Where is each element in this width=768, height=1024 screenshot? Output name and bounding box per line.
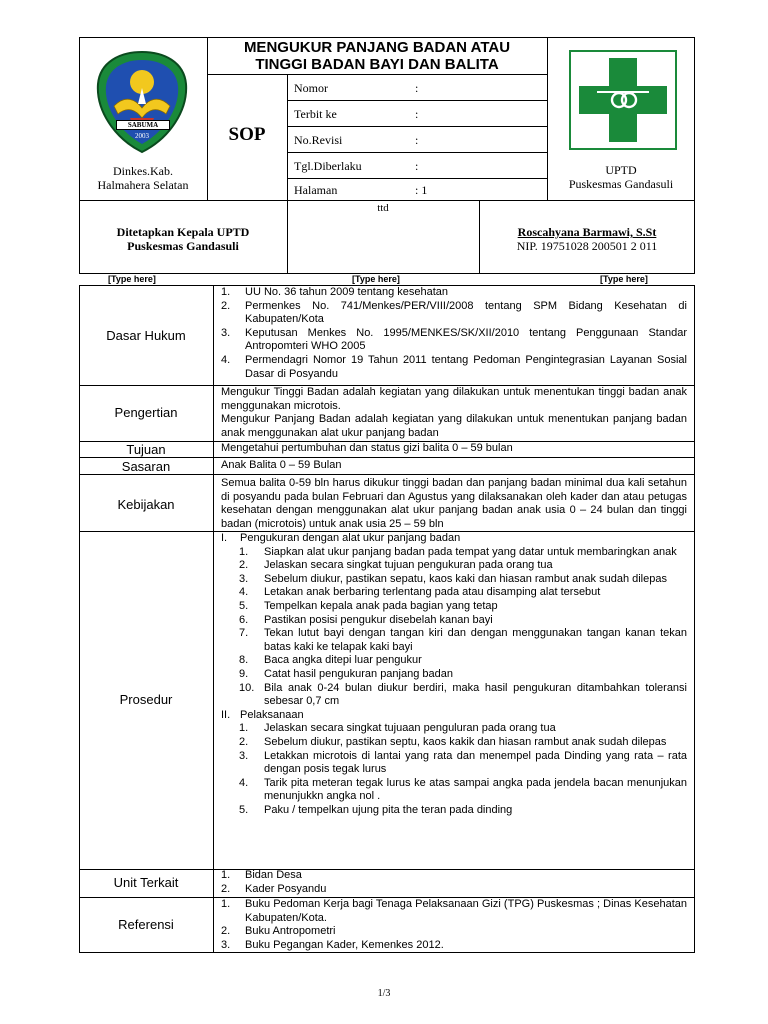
label-referensi: Referensi (118, 917, 174, 932)
list-item: 2. Jelaskan secara singkat tujuan pengukuran pada orang tua (239, 559, 553, 572)
page-number: 1/3 (377, 988, 391, 999)
info-value-revisi: : (415, 133, 419, 147)
label-dasar-hukum: Dasar Hukum (106, 328, 186, 343)
info-value-halaman: : 1 (415, 183, 428, 197)
puskesmas-logo (569, 50, 677, 150)
pengertian-para1: Mengukur Tinggi Badan adalah kegiatan yang dilakukan untuk menentukan tinggi badan anak menggunakan microtois. (221, 386, 687, 412)
label-tujuan: Tujuan (126, 442, 166, 457)
tujuan-text: Mengetahui pertumbuhan dan status gizi balita 0 – 59 bulan (221, 442, 513, 454)
pengertian-para2: Mengukur Panjang Badan adalah kegiatan yang dilakukan untuk menentukan panjang badan anak menggunakan alat ukur panjang badan (221, 413, 687, 439)
placeholder-center: [Type here] (352, 274, 400, 284)
list-item: 9. Catat hasil pengukuran panjang badan (239, 667, 453, 680)
kebijakan-text: Semua balita 0-59 bln harus dikukur tinggi badan dan panjang badan minimal dua kali setahun di posyandu pada bulan Februari dan Agustus yang dilaksanakan oleh kader dan atau petugas kesehatan dengan menggunakan alat ukur panjang badan anak usia 0 – 24 bulan dan tinggi badan (microtois) untuk anak usia 25 – 59 bln (221, 477, 687, 530)
regency-logo (92, 48, 192, 156)
info-row-line-3 (287, 152, 547, 153)
info-label-tgl: Tgl.Diberlaku (294, 159, 362, 173)
health-cross-icon (569, 50, 677, 150)
list-item: 3. Buku Pegangan Kader, Kemenkes 2012. (221, 938, 444, 951)
info-row-line-1 (287, 100, 547, 101)
approval-left-line2: Puskesmas Gandasuli (127, 239, 239, 253)
info-label-revisi: No.Revisi (294, 133, 343, 147)
signature-ttd: ttd (377, 202, 389, 214)
right-org-line1: UPTD (605, 163, 637, 177)
info-value-nomor: : (415, 81, 419, 95)
list-item: 3. Letakkan microtois di lantai yang rata dan menempel pada Dinding yang rata – rata dengan posis tegak lurus (239, 749, 687, 776)
list-item: 2. Buku Antropometri (221, 925, 336, 938)
list-item: 6. Pastikan posisi pengukur disebelah kanan bayi (239, 613, 493, 626)
list-item: 1. Buku Pedoman Kerja bagi Tenaga Pelaksanaan Gizi (TPG) Puskesmas ; Dinas Kesehatan Kabupaten/Kota. (221, 898, 687, 924)
label-prosedur: Prosedur (119, 692, 173, 707)
logo-banner: SABUMA (116, 120, 170, 130)
prosedur-list (221, 532, 687, 817)
list-item: 7. Tekan lutut bayi dengan tangan kiri dan dengan menggunakan tangan kanan tekan batas kaki ke telapak kaki bayi (239, 627, 687, 653)
header-bottom-line (79, 200, 695, 201)
list-item: 4. Letakan anak berbaring terlentang pada atau disamping alat tersebut (239, 586, 601, 599)
info-value-tgl: : (415, 159, 419, 173)
info-row-line-2 (287, 126, 547, 127)
label-sasaran: Sasaran (121, 459, 171, 474)
list-item: 5. Paku / tempelkan ujung pita the teran pada dinding (239, 803, 513, 816)
referensi-list (221, 898, 687, 952)
list-item: 1. UU No. 36 tahun 2009 tentang kesehatan (221, 286, 449, 298)
row-sep-4 (79, 474, 695, 475)
prosedur-part2-title: II. Pelaksanaan (221, 708, 304, 721)
label-pengertian: Pengertian (114, 405, 178, 420)
placeholder-left: [Type here] (108, 274, 156, 284)
info-row-line-4 (287, 178, 547, 179)
title-underline (207, 74, 547, 75)
doc-title-line1: MENGUKUR PANJANG BADAN ATAU (243, 39, 511, 56)
list-item: 10. Bila anak 0-24 bulan diukur berdiri, maka hasil pengukuran ditambahkan toleransi sebesar 0,7 cm (239, 681, 687, 708)
list-item: 4. Tarik pita meteran tegak lurus ke atas sampai angka pada jendela bacan menunjukan menunjukkn angka nol . (239, 776, 687, 803)
list-item: 4. Permendagri Nomor 19 Tahun 2011 tentang Pedoman Pengintegrasian Layanan Sosial Dasar di Posyandu (221, 353, 687, 380)
left-org-line2: Halmahera Selatan (97, 178, 189, 192)
prosedur-part1-title: I. Pengukuran dengan alat ukur panjang badan (221, 532, 461, 544)
list-item: 1. Bidan Desa (221, 869, 302, 881)
signatory-name: Roscahyana Barmawi, S.St (517, 225, 657, 239)
list-item: 3. Keputusan Menkes No. 1995/MENKES/SK/XII/2010 tentang Penggunaan Standar Antropomteri WHO 2005 (221, 326, 687, 353)
list-item: 2. Kader Posyandu (221, 882, 327, 895)
list-item: 1. Siapkan alat ukur panjang badan pada tempat yang datar untuk membaringkan anak (239, 545, 677, 558)
list-item: 5. Tempelkan kepala anak pada bagian yang tetap (239, 599, 498, 612)
unit-terkait-list (221, 869, 687, 896)
list-item: 3. Sebelum diukur, pastikan sepatu, kaos kaki dan hiasan rambut anak sudah dilepas (239, 572, 667, 585)
info-value-terbit: : (415, 107, 419, 121)
label-unit-terkait: Unit Terkait (113, 875, 179, 890)
doc-title-line2: TINGGI BADAN BAYI DAN BALITA (255, 56, 499, 73)
right-org-line2: Puskesmas Gandasuli (568, 177, 674, 191)
approval-left-line1: Ditetapkan Kepala UPTD (116, 225, 250, 239)
list-item: 1. Jelaskan secara singkat tujuaan penguluran pada orang tua (239, 722, 556, 735)
info-label-halaman: Halaman (294, 183, 338, 197)
pengertian-text (221, 386, 687, 440)
label-kebijakan: Kebijakan (117, 497, 175, 512)
signatory-nip: NIP. 19751028 200501 2 011 (516, 239, 658, 253)
logo-year: 2003 (135, 132, 149, 140)
list-item: 2. Permenkes No. 741/Menkes/PER/VIII/2008 tentang SPM Bidang Kesehatan di Kabupaten/Kota (221, 299, 687, 326)
row-sep-3 (79, 457, 695, 458)
list-item: 2. Sebelum diukur, pastikan septu, kaos kakik dan hiasan rambut anak sudah dilepas (239, 735, 667, 748)
list-item: 8. Baca angka ditepi luar pengukur (239, 654, 422, 667)
info-label-terbit: Terbit ke (294, 107, 337, 121)
sop-label: SOP (228, 124, 266, 145)
header-divider-sop (287, 74, 288, 200)
dasar-hukum-list (221, 286, 687, 381)
placeholder-right: [Type here] (600, 274, 648, 284)
sasaran-text: Anak Balita 0 – 59 Bulan (221, 459, 342, 471)
left-org-line1: Dinkes.Kab. (113, 164, 173, 178)
info-label-nomor: Nomor (294, 81, 328, 95)
